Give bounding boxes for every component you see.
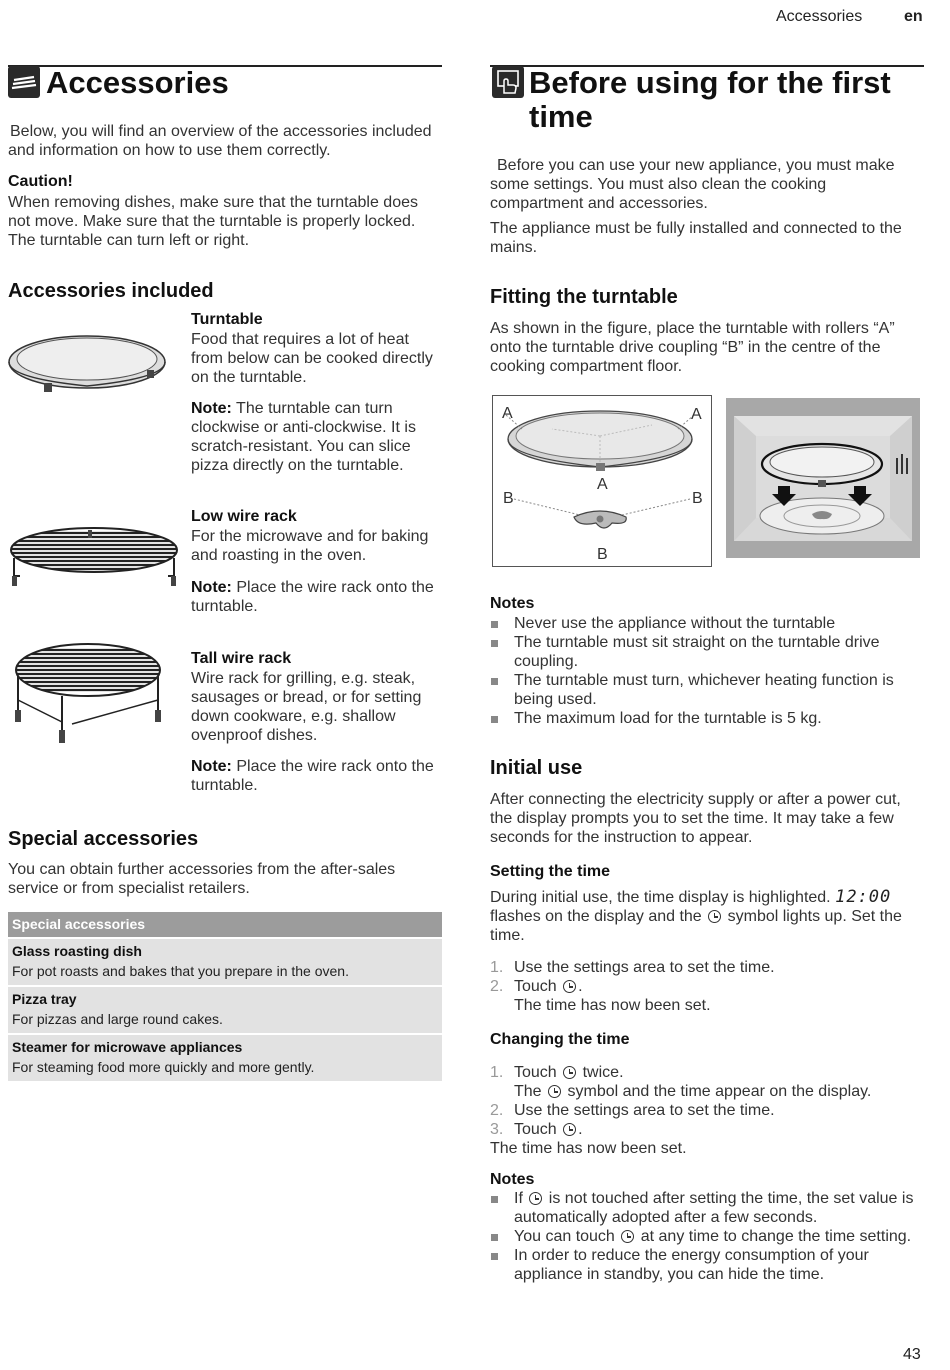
figure-label-b-bottom: B <box>597 546 608 563</box>
note-text: Place the wire rack onto the turntable. <box>191 758 434 794</box>
page-number: 43 <box>903 1346 921 1363</box>
clock-icon <box>563 1066 576 1079</box>
setting-text-2: flashes on the display and the <box>490 908 702 925</box>
item-note-low-wire-rack <box>191 578 441 616</box>
row-desc: For pizzas and large round cakes. <box>12 1011 223 1027</box>
initial-use-text: After connecting the electricity supply or after a power cut, the display prompts you to set the time. It may take a few seconds for the instruction to appear. <box>490 791 901 846</box>
item-name-tall-wire-rack: Tall wire rack <box>191 650 292 667</box>
row-title: Steamer for microwave appliances <box>12 1039 243 1055</box>
changing-time-steps <box>490 1063 922 1139</box>
item-name-turntable: Turntable <box>191 311 263 328</box>
notes-list <box>490 1189 922 1284</box>
step-result: The <box>514 1083 542 1100</box>
item-note-turntable <box>191 399 441 475</box>
table-row <box>8 939 442 985</box>
setting-text-3: symbol lights up. Set the time. <box>490 908 902 944</box>
step-text: Touch <box>514 978 557 995</box>
caution-title: Caution! <box>8 173 73 190</box>
accessories-included-title: Accessories included <box>8 280 214 302</box>
fitting-turntable-title: Fitting the turntable <box>490 286 678 308</box>
step-text: Use the settings area to set the time. <box>514 1102 775 1119</box>
step-tail: . <box>578 1121 583 1138</box>
step-text: twice. <box>582 1064 624 1081</box>
figure-label-a-right: A <box>691 406 702 423</box>
tall-wire-rack-image <box>12 640 167 745</box>
step-tail: . <box>578 978 583 995</box>
setting-time-steps <box>490 958 922 1015</box>
note-text: If <box>514 1190 523 1207</box>
caution-text: When removing dishes, make sure that the turntable does not move. Make sure that the turntable is properly locked. The turntable can turn left or right. <box>8 194 418 249</box>
clock-icon <box>529 1192 542 1205</box>
tray-icon <box>8 66 40 98</box>
row-desc: For pot roasts and bakes that you prepare in the oven. <box>12 963 349 979</box>
oven-interior-diagram <box>726 398 920 558</box>
page-title: Accessories <box>46 65 229 100</box>
step-number: 1. <box>490 1064 504 1081</box>
step-number: 3. <box>490 1121 504 1138</box>
item-note-tall-wire-rack <box>191 757 441 795</box>
fitting-turntable-text: As shown in the figure, place the turntable with rollers “A” onto the turntable drive coupling “B” in the centre of the cooking compartment floor. <box>490 320 895 375</box>
item-name-low-wire-rack: Low wire rack <box>191 508 297 525</box>
list-item <box>490 1101 922 1120</box>
item-desc-low-wire-rack: For the microwave and for baking and roasting in the oven. <box>191 528 429 564</box>
figure-label-b-left: B <box>503 490 514 507</box>
page-title-first-use-line2: time <box>529 99 593 134</box>
clock-icon <box>621 1230 634 1243</box>
table-row <box>8 1035 442 1081</box>
row-title: Pizza tray <box>12 991 77 1007</box>
note-label: Note: <box>191 400 232 417</box>
notes-title: Notes <box>490 595 535 612</box>
first-use-intro: Before you can use your new appliance, you must make some settings. You must also clean the cooking compartment and accessories. <box>490 157 895 212</box>
setting-time-title: Setting the time <box>490 863 611 880</box>
running-header-language: en <box>904 8 923 25</box>
table-header: Special accessories <box>8 912 442 937</box>
list-item <box>490 958 922 977</box>
list-item: The turntable must sit straight on the turntable drive coupling. <box>490 633 922 671</box>
setting-text-1: During initial use, the time display is highlighted. <box>490 889 831 906</box>
step-number: 1. <box>490 959 504 976</box>
clock-icon <box>563 980 576 993</box>
page-title-first-use-line1: Before using for the first <box>529 65 891 100</box>
step-result: symbol and the time appear on the display. <box>567 1083 872 1100</box>
note-text: You can touch <box>514 1228 615 1245</box>
clock-icon <box>563 1123 576 1136</box>
intro-text: Below, you will find an overview of the accessories included and information on how to use them correctly. <box>8 123 432 159</box>
note-text: The turntable can turn clockwise or anti-clockwise. It is scratch-resistant. You can slice pizza directly on the turntable. <box>191 400 416 474</box>
note-text: Place the wire rack onto the turntable. <box>191 579 434 615</box>
step-text: Touch <box>514 1064 557 1081</box>
list-item: In order to reduce the energy consumption of your appliance in standby, you can hide the time. <box>490 1246 922 1284</box>
note-text: at any time to change the time setting. <box>640 1228 912 1245</box>
step-number: 2. <box>490 978 504 995</box>
list-item <box>490 1063 922 1101</box>
figure-label-a-left: A <box>502 405 513 422</box>
list-item: Never use the appliance without the turntable <box>490 614 922 633</box>
item-desc-tall-wire-rack: Wire rack for grilling, e.g. steak, sausages or bread, or for setting down cookware, e.g. shallow ovenproof dishes. <box>191 670 422 744</box>
setting-time-text <box>490 888 922 945</box>
list-item <box>490 1120 922 1139</box>
changing-time-title: Changing the time <box>490 1031 630 1048</box>
special-accessories-table <box>8 912 442 1081</box>
initial-use-title: Initial use <box>490 757 583 779</box>
row-title: Glass roasting dish <box>12 943 142 959</box>
figure-label-b-right: B <box>692 490 703 507</box>
table-row <box>8 987 442 1033</box>
special-accessories-title: Special accessories <box>8 828 199 850</box>
note-text: is not touched after setting the time, the set value is automatically adopted after a few seconds. <box>514 1190 914 1226</box>
first-use-intro-2: The appliance must be fully installed and connected to the mains. <box>490 220 902 256</box>
turntable-image <box>6 326 168 398</box>
hand-icon <box>492 66 524 98</box>
note-label: Note: <box>191 579 232 596</box>
list-item: The turntable must turn, whichever heating function is being used. <box>490 671 922 709</box>
step-text: Use the settings area to set the time. <box>514 959 775 976</box>
step-number: 2. <box>490 1102 504 1119</box>
list-item <box>490 977 922 1015</box>
step-result: The time has now been set. <box>514 997 711 1014</box>
clock-icon <box>548 1085 561 1098</box>
list-item <box>490 1189 922 1227</box>
figure-label-a-bottom: A <box>597 476 608 493</box>
list-item <box>490 1227 922 1246</box>
notes-title: Notes <box>490 1171 535 1188</box>
list-item: The maximum load for the turntable is 5 kg. <box>490 709 922 728</box>
note-label: Note: <box>191 758 232 775</box>
low-wire-rack-image <box>8 524 180 590</box>
item-desc-turntable: Food that requires a lot of heat from below can be cooked directly on the turntable. <box>191 331 433 386</box>
step-text: Touch <box>514 1121 557 1138</box>
running-header-section: Accessories <box>776 8 863 25</box>
row-desc: For steaming food more quickly and more gently. <box>12 1059 315 1075</box>
special-accessories-text: You can obtain further accessories from the after-sales service or from specialist retailers. <box>8 861 396 897</box>
notes-list <box>490 614 922 728</box>
lcd-time-display: 12:00 <box>835 887 892 907</box>
changing-time-result: The time has now been set. <box>490 1140 687 1157</box>
clock-icon <box>708 910 721 923</box>
